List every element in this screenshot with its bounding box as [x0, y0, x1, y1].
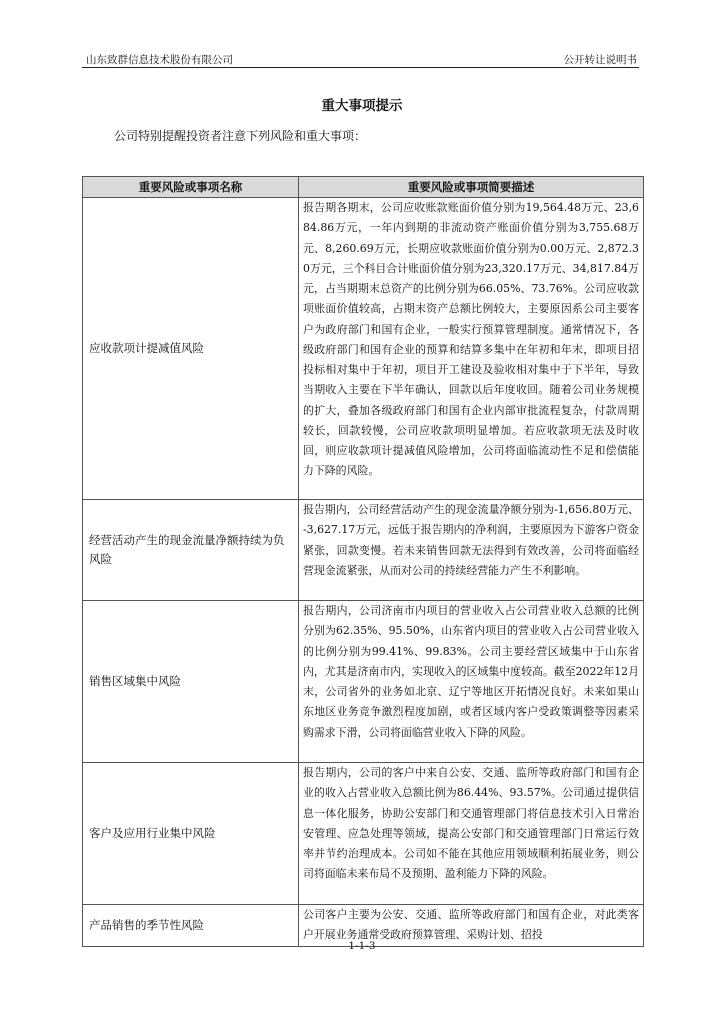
risk-description: 报告期内，公司经营活动产生的现金流量净额分别为-1,656.80万元、-3,627.17万元，远低于报告期内的净利润，主要原因为下游客户资金紧张，回款变慢。若未来销售回款无法得到有效改善，公司将面临经营现金流紧张，从而对公司的持续经营能力产生不利影响。 [299, 500, 644, 601]
page-title: 重大事项提示 [321, 98, 403, 114]
table-row [83, 198, 644, 500]
column-header-name: 重要风险或事项名称 [83, 177, 299, 198]
page-header [82, 50, 639, 68]
risk-name: 销售区域集中风险 [83, 601, 299, 763]
intro-text: 公司特别提醒投资者注意下列风险和重大事项： [114, 129, 367, 143]
risk-name: 应收款项计提减值风险 [83, 198, 299, 500]
risk-name: 经营活动产生的现金流量净额持续为负风险 [83, 500, 299, 601]
risk-description: 报告期内，公司的客户中来自公安、交通、监所等政府部门和国有企业的收入占营业收入总额比例为86.44%、93.57%。公司通过提供信息一体化服务，协助公安部门和交通管理部门将信息技术引入日常治安管理、应急处理等领域，提高公安部门和交通管理部门日常运行效率并节约治理成本。公司如不能在其他应用领域顺利拓展业务，则公司将面临未来布局不及预期、盈利能力下降的风险。 [299, 763, 644, 905]
risk-name: 产品销售的季节性风险 [83, 905, 299, 947]
page-number: 1-1-3 [348, 940, 376, 952]
table-row [83, 601, 644, 763]
column-header-desc: 重要风险或事项简要描述 [299, 177, 644, 198]
document-type: 公开转让说明书 [563, 54, 637, 66]
table-row [83, 500, 644, 601]
company-name: 山东致群信息技术股份有限公司 [86, 54, 233, 66]
risk-table [82, 176, 644, 947]
risk-description: 报告期各期末，公司应收账款账面价值分别为19,564.48万元、23,684.86万元，一年内到期的非流动资产账面价值分别为3,755.68万元、8,260.69万元，长期应收款账面价值分别为0.00万元、2,872.30万元，三个科目合计账面价值分别为23,320.17万元、34,817.84万元，占当期期末总资产的比例分别为66.05%、73.76%。公司应收款项账面价值较高，占期末资产总额比例较大，主要原因系公司主要客户为政府部门和国有企业，一般实行预算管理制度。通常情况下，各级政府部门和国有企业的预算和结算多集中在年初和年末，即项目招投标相对集中于年初，项目开工建设及验收相对集中于下半年，导致当期收入主要在下半年确认，回款以后年度收回。随着公司业务规模的扩大，叠加各级政府部门和国有企业内部审批流程复杂，付款周期较长，回款较慢，公司应收款项明显增加。若应收款项无法及时收回，则应收款项计提减值风险增加，公司将面临流动性不足和偿债能力下降的风险。 [299, 198, 644, 500]
risk-name: 客户及应用行业集中风险 [83, 763, 299, 905]
table-header-row [83, 177, 644, 198]
table-row [83, 763, 644, 905]
risk-description: 公司客户主要为公安、交通、监所等政府部门和国有企业，对此类客户开展业务通常受政府预算管理、采购计划、招投 [299, 905, 644, 947]
risk-description: 报告期内，公司济南市内项目的营业收入占公司营业收入总额的比例分别为62.35%、95.50%，山东省内项目的营业收入占公司营业收入的比例分别为99.41%、99.83%。公司主要经营区域集中于山东省内，尤其是济南市内，实现收入的区域集中度较高。截至2022年12月末，公司省外的业务如北京、辽宁等地区开拓情况良好。未来如果山东地区业务竞争激烈程度加剧，或者区域内客户受政策调整等因素采购需求下滑，公司将面临营业收入下降的风险。 [299, 601, 644, 763]
